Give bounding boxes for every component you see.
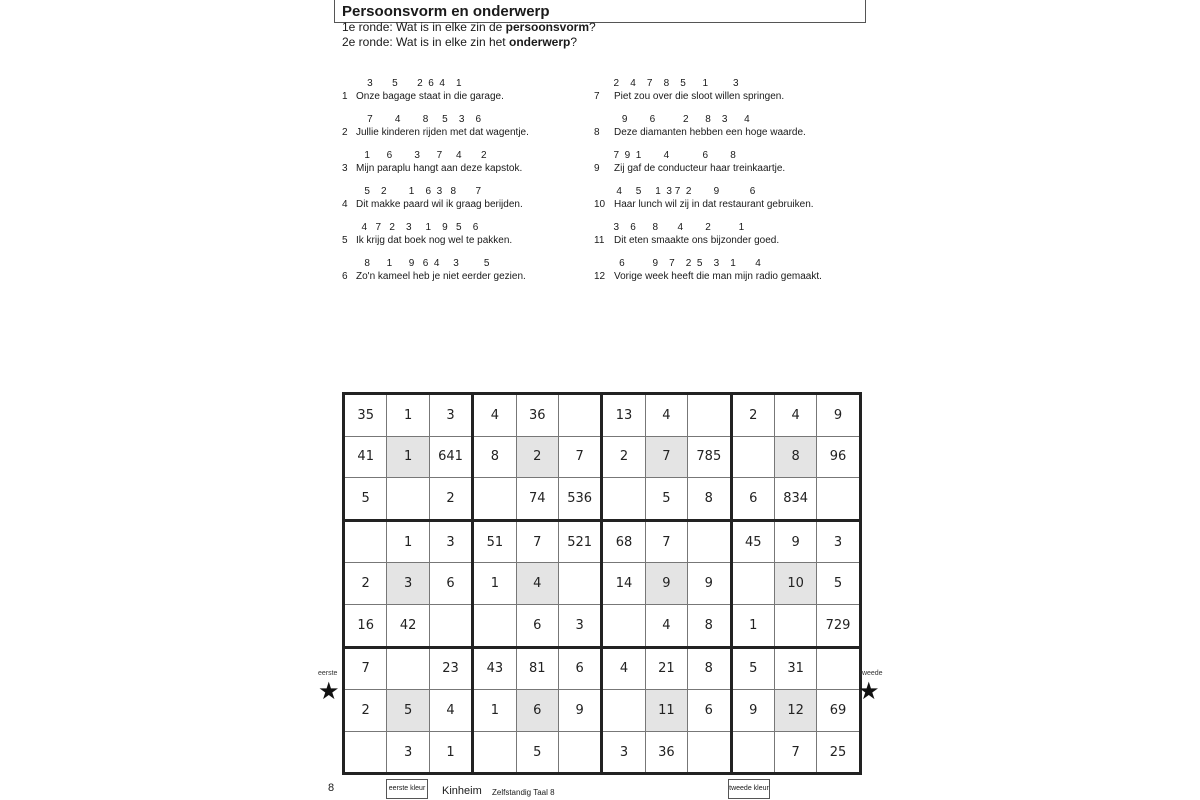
page-title: Persoonsvorm en onderwerp (342, 3, 550, 20)
instruction-round-2: 2e ronde: Wat is in elke zin het onderwerp? (342, 35, 578, 49)
grid-cell (731, 436, 774, 478)
grid-cell: 1 (387, 436, 429, 478)
sentence-word-numbers: 7 4 8 5 3 6 (356, 114, 482, 125)
grid-cell: 36 (516, 394, 558, 437)
grid-cell: 536 (558, 478, 601, 521)
grid-cell: 23 (429, 647, 472, 690)
grid-cell: 7 (774, 731, 816, 774)
grid-row (344, 436, 861, 478)
sentence-text: Dit eten smaakte ons bijzonder goed. (614, 235, 780, 246)
grid-cell (602, 478, 645, 521)
grid-cell: 68 (602, 520, 645, 563)
grid-cell: 96 (817, 436, 860, 478)
series-name: Zelfstandig Taal 8 (492, 788, 555, 797)
grid-cell: 9 (774, 520, 816, 563)
grid-cell: 6 (558, 647, 601, 690)
grid-cell: 7 (558, 436, 601, 478)
first-color-box: eerste kleur (386, 779, 428, 799)
sentence-item (342, 222, 582, 248)
right-star-icon: ★ (858, 678, 880, 705)
left-star-icon: ★ (318, 678, 340, 705)
sentence-number: 1 (342, 91, 348, 102)
sentence-word-numbers: 3 5 2 6 4 1 (356, 78, 462, 89)
sentence-text: Zo'n kameel heb je niet eerder gezien. (356, 271, 526, 282)
sentence-word-numbers: 5 2 1 6 3 8 7 (356, 186, 482, 197)
sentence-word-numbers: 8 1 9 6 4 3 5 (356, 258, 490, 269)
grid-cell (774, 604, 816, 647)
sentence-word-numbers: 4 7 2 3 1 9 5 6 (356, 222, 479, 233)
grid-cell: 7 (645, 436, 687, 478)
grid-cell (731, 563, 774, 605)
sentence-number: 8 (594, 127, 600, 138)
sentence-text: Dit makke paard wil ik graag berijden. (356, 199, 523, 210)
grid-cell: 8 (688, 478, 731, 521)
grid-cell: 3 (429, 520, 472, 563)
number-grid (342, 392, 862, 775)
grid-cell: 2 (429, 478, 472, 521)
sentence-number: 12 (594, 271, 606, 282)
grid-cell: 10 (774, 563, 816, 605)
grid-cell: 31 (774, 647, 816, 690)
grid-cell: 8 (688, 604, 731, 647)
grid-cell (688, 731, 731, 774)
grid-cell: 6 (688, 690, 731, 732)
grid-cell: 9 (817, 394, 860, 437)
grid-cell (602, 690, 645, 732)
grid-cell: 5 (387, 690, 429, 732)
grid-cell: 43 (473, 647, 516, 690)
grid-row (344, 520, 861, 563)
grid-cell: 5 (817, 563, 860, 605)
grid-cell: 8 (473, 436, 516, 478)
grid-row (344, 647, 861, 690)
grid-cell (688, 520, 731, 563)
grid-cell (817, 478, 860, 521)
sentence-text: Mijn paraplu hangt aan deze kapstok. (356, 163, 523, 174)
grid-cell: 1 (731, 604, 774, 647)
sentence-item (594, 186, 834, 212)
grid-row (344, 604, 861, 647)
sentence-number: 11 (594, 235, 605, 246)
sentence-number: 7 (594, 91, 600, 102)
grid-cell: 2 (516, 436, 558, 478)
sentence-item (594, 258, 834, 284)
grid-cell (473, 604, 516, 647)
sentence-word-numbers: 2 4 7 8 5 1 3 (608, 78, 739, 89)
grid-cell: 74 (516, 478, 558, 521)
sentence-item (342, 150, 582, 176)
grid-cell: 6 (731, 478, 774, 521)
publisher-name: Kinheim (442, 785, 482, 797)
grid-cell: 9 (731, 690, 774, 732)
grid-cell: 81 (516, 647, 558, 690)
sentence-number: 3 (342, 163, 348, 174)
grid-cell: 521 (558, 520, 601, 563)
grid-cell: 4 (429, 690, 472, 732)
second-color-box: tweede kleur (728, 779, 770, 799)
grid-cell: 41 (344, 436, 387, 478)
sentence-number: 6 (342, 271, 348, 282)
sentence-word-numbers: 4 5 1 3 7 2 9 6 (608, 186, 756, 197)
grid-cell: 3 (429, 394, 472, 437)
grid-cell: 35 (344, 394, 387, 437)
grid-cell: 9 (558, 690, 601, 732)
grid-cell (387, 647, 429, 690)
sentence-text: Onze bagage staat in die garage. (356, 91, 504, 102)
grid-cell (344, 520, 387, 563)
grid-row (344, 731, 861, 774)
grid-cell: 42 (387, 604, 429, 647)
grid-cell (344, 731, 387, 774)
grid-cell: 1 (473, 690, 516, 732)
grid-cell: 1 (387, 394, 429, 437)
grid-row (344, 563, 861, 605)
grid-cell: 3 (558, 604, 601, 647)
grid-cell: 834 (774, 478, 816, 521)
grid-cell (602, 604, 645, 647)
right-side-label: tweede (860, 670, 883, 677)
grid-cell: 3 (602, 731, 645, 774)
sentence-text: Deze diamanten hebben een hoge waarde. (614, 127, 806, 138)
sentence-text: Haar lunch wil zij in dat restaurant gebruiken. (614, 199, 814, 210)
sentence-number: 10 (594, 199, 606, 210)
grid-cell: 4 (516, 563, 558, 605)
grid-cell: 51 (473, 520, 516, 563)
grid-cell: 21 (645, 647, 687, 690)
sentence-text: Piet zou over die sloot willen springen. (614, 91, 785, 102)
grid-cell: 785 (688, 436, 731, 478)
sentence-word-numbers: 1 6 3 7 4 2 (356, 150, 487, 161)
grid-cell: 5 (516, 731, 558, 774)
sentence-item (342, 114, 582, 140)
sentence-item (342, 186, 582, 212)
grid-cell: 13 (602, 394, 645, 437)
sentence-text: Ik krijg dat boek nog wel te pakken. (356, 235, 513, 246)
sentence-number: 9 (594, 163, 600, 174)
grid-cell (731, 731, 774, 774)
grid-cell: 2 (344, 563, 387, 605)
grid-cell: 6 (516, 690, 558, 732)
sentence-word-numbers: 6 9 7 2 5 3 1 4 (608, 258, 761, 269)
grid-cell: 6 (429, 563, 472, 605)
grid-row (344, 394, 861, 437)
grid-row (344, 478, 861, 521)
sentence-word-numbers: 9 6 2 8 3 4 (608, 114, 750, 125)
grid-cell: 14 (602, 563, 645, 605)
grid-cell: 9 (645, 563, 687, 605)
grid-cell (473, 731, 516, 774)
grid-cell: 5 (344, 478, 387, 521)
grid-cell: 5 (645, 478, 687, 521)
grid-cell: 8 (688, 647, 731, 690)
grid-cell: 7 (516, 520, 558, 563)
grid-cell: 3 (387, 563, 429, 605)
sentence-text: Zij gaf de conducteur haar treinkaartje. (614, 163, 786, 174)
grid-cell: 36 (645, 731, 687, 774)
grid-cell: 641 (429, 436, 472, 478)
grid-cell: 1 (387, 520, 429, 563)
sentence-item (594, 78, 834, 104)
sentence-item (342, 258, 582, 284)
grid-cell: 25 (817, 731, 860, 774)
grid-cell: 8 (774, 436, 816, 478)
sentence-item (594, 222, 834, 248)
sentence-text: Vorige week heeft die man mijn radio gemaakt. (614, 271, 822, 282)
grid-cell: 4 (602, 647, 645, 690)
grid-cell: 3 (817, 520, 860, 563)
sentence-item (594, 150, 834, 176)
grid-cell: 1 (429, 731, 472, 774)
grid-cell (387, 478, 429, 521)
grid-cell: 4 (774, 394, 816, 437)
grid-cell: 4 (645, 604, 687, 647)
sentence-item (594, 114, 834, 140)
grid-cell: 729 (817, 604, 860, 647)
grid-cell: 69 (817, 690, 860, 732)
grid-cell: 1 (473, 563, 516, 605)
sentence-text: Jullie kinderen rijden met dat wagentje. (356, 127, 529, 138)
grid-cell: 2 (602, 436, 645, 478)
grid-cell: 5 (731, 647, 774, 690)
left-side-label: eerste (318, 670, 338, 677)
grid-cell: 11 (645, 690, 687, 732)
sentence-word-numbers: 7 9 1 4 6 8 (608, 150, 736, 161)
grid-cell (429, 604, 472, 647)
grid-cell: 2 (344, 690, 387, 732)
grid-cell (473, 478, 516, 521)
sentence-word-numbers: 3 6 8 4 2 1 (608, 222, 745, 233)
grid-cell (688, 394, 731, 437)
grid-cell: 2 (731, 394, 774, 437)
grid-cell: 7 (645, 520, 687, 563)
grid-row (344, 690, 861, 732)
sentence-number: 5 (342, 235, 348, 246)
sentence-number: 4 (342, 199, 348, 210)
sentence-number: 2 (342, 127, 348, 138)
grid-cell: 45 (731, 520, 774, 563)
sentence-item (342, 78, 582, 104)
grid-cell (558, 394, 601, 437)
grid-cell: 16 (344, 604, 387, 647)
grid-cell: 4 (473, 394, 516, 437)
grid-cell (558, 563, 601, 605)
grid-cell (817, 647, 860, 690)
grid-cell: 4 (645, 394, 687, 437)
grid-cell: 6 (516, 604, 558, 647)
grid-cell: 7 (344, 647, 387, 690)
grid-cell: 9 (688, 563, 731, 605)
page-number: 8 (328, 782, 335, 794)
grid-cell: 12 (774, 690, 816, 732)
grid-cell (558, 731, 601, 774)
instruction-round-1: 1e ronde: Wat is in elke zin de persoonsvorm? (342, 20, 596, 34)
grid-cell: 3 (387, 731, 429, 774)
